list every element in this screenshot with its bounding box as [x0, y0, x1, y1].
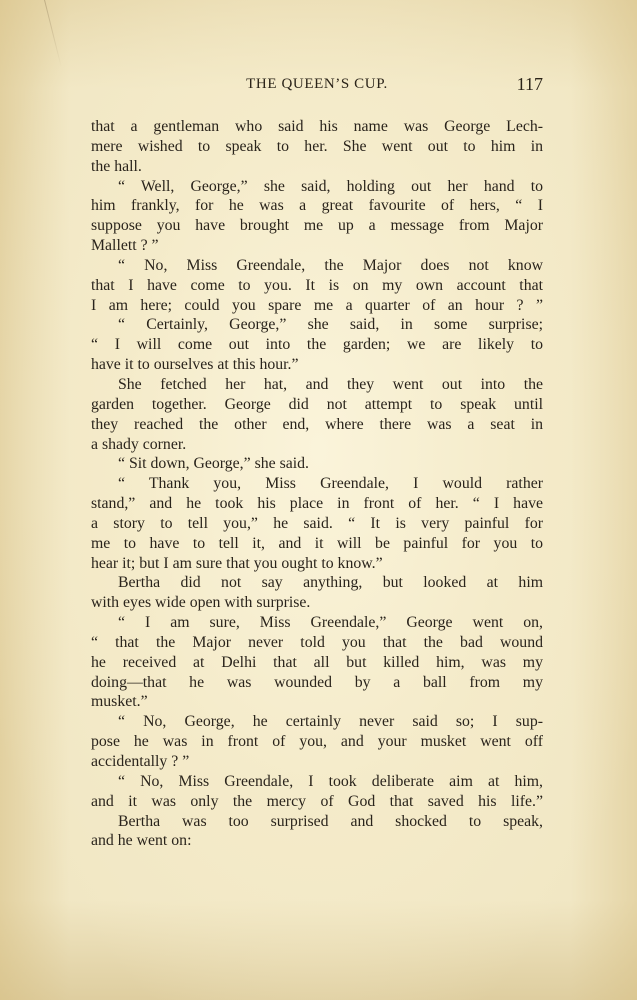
text-line: stand,” and he took his place in front of her. “ I have	[91, 495, 543, 513]
text-line: Mallett ? ”	[91, 237, 159, 255]
text-line: with eyes wide open with surprise.	[91, 594, 311, 612]
text-line: “ No, Miss Greendale, the Major does not know	[118, 256, 543, 274]
body-text	[91, 117, 543, 851]
text-line: “ Sit down, George,” she said.	[118, 455, 309, 473]
running-head	[91, 74, 543, 100]
text-line: “ No, Miss Greendale, I took deliberate aim at him,	[118, 772, 543, 790]
text-line: garden together. George did not attempt to speak until	[91, 395, 543, 413]
text-line: Bertha did not say anything, but looked at him	[118, 574, 543, 592]
text-line: “ No, George, he certainly never said so; I sup-	[118, 713, 543, 731]
text-line: that a gentleman who said his name was George Lech-	[91, 118, 543, 135]
text-line: suppose you have brought me up a message from Major	[91, 217, 543, 235]
text-line: “ Certainly, George,” she said, in some surprise;	[118, 316, 543, 334]
running-title: THE QUEEN’S CUP.	[246, 76, 388, 92]
text-line: She fetched her hat, and they went out into the	[118, 375, 543, 393]
text-line: musket.”	[91, 693, 148, 711]
text-line: hear it; but I am sure that you ought to know.”	[91, 554, 383, 572]
text-line: me to have to tell it, and it will be painful for you to	[91, 534, 543, 552]
text-line: him frankly, for he was a great favourite of hers, “ I	[91, 197, 543, 215]
text-line: a shady corner.	[91, 435, 187, 453]
text-line: “ Well, George,” she said, holding out her hand to	[118, 177, 543, 195]
page-number: 117	[516, 74, 543, 94]
text-line: the hall.	[91, 157, 142, 175]
text-line: and it was only the mercy of God that saved his life.”	[91, 792, 543, 810]
text-line: “ I will come out into the garden; we are likely to	[91, 336, 543, 354]
text-line: “ Thank you, Miss Greendale, I would rather	[118, 475, 543, 493]
text-line: “ that the Major never told you that the bad wound	[91, 633, 543, 651]
text-line: and he went on:	[91, 832, 192, 850]
text-line: a story to tell you,” he said. “ It is very painful for	[91, 514, 543, 532]
text-line: that I have come to you. It is on my own account that	[91, 276, 543, 294]
text-line: doing—that he was wounded by a ball from my	[91, 673, 543, 691]
text-line: they reached the other end, where there was a seat in	[91, 415, 543, 433]
text-line: he received at Delhi that all but killed him, was my	[91, 653, 543, 671]
text-line: Bertha was too surprised and shocked to speak,	[118, 812, 543, 830]
text-line: “ I am sure, Miss Greendale,” George went on,	[118, 614, 543, 632]
text-line: mere wished to speak to her. She went out to him in	[91, 137, 543, 155]
text-line: accidentally ? ”	[91, 753, 190, 770]
text-line: I am here; could you spare me a quarter of an hour ? ”	[91, 296, 543, 314]
text-line: have it to ourselves at this hour.”	[91, 356, 299, 374]
scan-edge-mark	[44, 0, 62, 68]
text-line: pose he was in front of you, and your musket went off	[91, 733, 543, 751]
